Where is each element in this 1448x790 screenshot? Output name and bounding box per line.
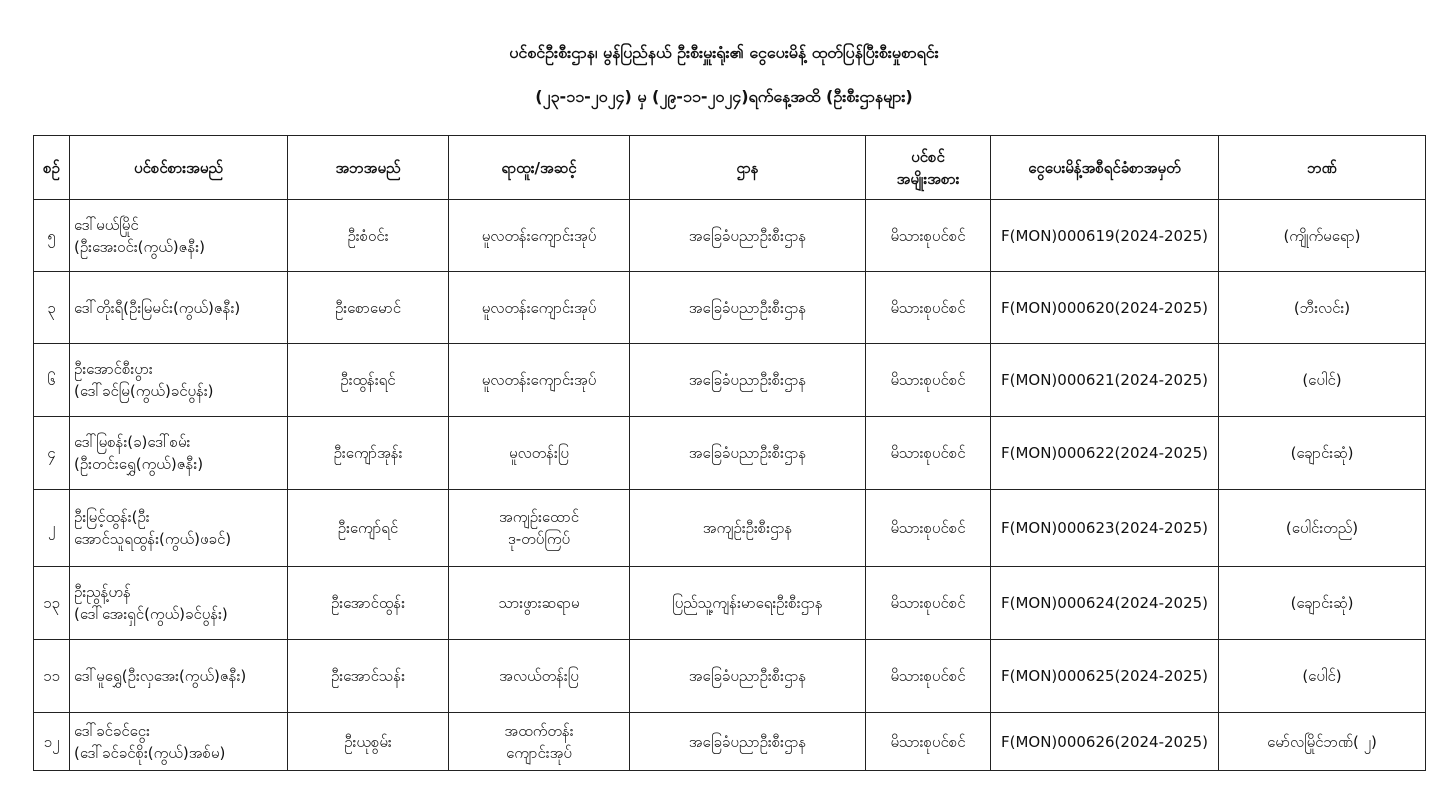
cell-reference: F(MON)000625(2024-2025) bbox=[991, 640, 1219, 713]
cell-no: ၃ bbox=[34, 272, 70, 344]
cell-pension-type: မိသားစုပင်စင် bbox=[866, 417, 991, 490]
document-subtitle: (၂၃-၁၁-၂၀၂၄) မှ (၂၉-၁၁-၂၀၂၄)ရက်နေ့အထိ (ဦးစီးဌာနများ) bbox=[535, 87, 913, 106]
cell-rank bbox=[449, 200, 630, 272]
cell-rank bbox=[449, 713, 630, 771]
document-title: ပင်စင်ဦးစီးဌာန၊ မွန်ပြည်နယ် ဦးစီးမှူးရုံး၏ ငွေပေးမိန့် ထုတ်ပြန်ပြီးစီးမှုစာရင်း bbox=[509, 43, 939, 62]
cell-department bbox=[630, 640, 866, 713]
cell-rank-text: ကျောင်းအုပ် bbox=[506, 743, 572, 762]
table-row bbox=[34, 417, 1426, 490]
header-text: ပင်စင်စားအမည် bbox=[134, 158, 223, 177]
cell-name bbox=[70, 200, 288, 272]
cell-pension-type: မိသားစုပင်စင် bbox=[866, 200, 991, 272]
header-father bbox=[288, 136, 449, 200]
cell-name bbox=[70, 272, 288, 344]
cell-reference: F(MON)000621(2024-2025) bbox=[991, 344, 1219, 417]
cell-father bbox=[288, 713, 449, 771]
cell-reference: F(MON)000619(2024-2025) bbox=[991, 200, 1219, 272]
cell-rank-text: မူလတန်းကျောင်းအုပ် bbox=[481, 371, 597, 389]
cell-department bbox=[630, 567, 866, 640]
header-bank bbox=[1219, 136, 1426, 200]
table-row bbox=[34, 567, 1426, 640]
table-row bbox=[34, 200, 1426, 272]
cell-department bbox=[630, 713, 866, 771]
cell-department bbox=[630, 200, 866, 272]
pension-table bbox=[33, 135, 1426, 771]
header-text: ငွေပေးမိန့်အစီရင်ခံစာအမှတ် bbox=[1028, 158, 1181, 177]
cell-department-text: အခြေခံပညာဦးစီးဌာန bbox=[688, 226, 807, 245]
cell-father-text: ဦးစံဝင်း bbox=[347, 226, 389, 245]
cell-father bbox=[288, 640, 449, 713]
cell-name-text: (ဒေါ်ခင်မြ(ကွယ်)ခင်ပွန်း) bbox=[74, 382, 214, 400]
table-header-row bbox=[34, 136, 1426, 200]
cell-department-text: အခြေခံပညာဦးစီးဌာန bbox=[688, 371, 807, 389]
cell-department-text: အခြေခံပညာဦးစီးဌာန bbox=[688, 298, 807, 317]
cell-department-text: အခြေခံပညာဦးစီးဌာန bbox=[688, 732, 807, 751]
cell-reference: F(MON)000626(2024-2025) bbox=[991, 713, 1219, 771]
cell-father-text: ဦးအောင်သန်း bbox=[330, 667, 406, 685]
table-row bbox=[34, 272, 1426, 344]
cell-rank-text: မူလတန်းပြ bbox=[509, 444, 569, 462]
cell-name-text: ဒေါ်ခင်ခင်ငွေး bbox=[74, 721, 150, 740]
cell-name-text: ဒေါ်တိုးရီ(ဦးမြမင်း(ကွယ်)ဇနီး) bbox=[74, 298, 241, 317]
cell-bank: (ပေါင်းတည်) bbox=[1219, 490, 1426, 567]
cell-father bbox=[288, 272, 449, 344]
cell-father bbox=[288, 200, 449, 272]
cell-name bbox=[70, 640, 288, 713]
cell-bank: (ချောင်းဆုံ) bbox=[1219, 567, 1426, 640]
cell-pension-type: မိသားစုပင်စင် bbox=[866, 490, 991, 567]
cell-rank-text: သားဖွားဆရာမ bbox=[498, 594, 580, 612]
cell-department-text: အခြေခံပညာဦးစီးဌာန bbox=[688, 667, 807, 685]
cell-father-text: ဦးစောမောင် bbox=[334, 298, 402, 317]
header-text: ပင်စင် bbox=[911, 147, 945, 166]
table-row bbox=[34, 344, 1426, 417]
cell-department bbox=[630, 490, 866, 567]
cell-rank bbox=[449, 567, 630, 640]
cell-father bbox=[288, 417, 449, 490]
cell-pension-type: မိသားစုပင်စင် bbox=[866, 713, 991, 771]
cell-no: ၁၁ bbox=[34, 640, 70, 713]
cell-name-text: အောင်သူရထွန်း(ကွယ်)ဖခင်) bbox=[74, 530, 232, 548]
header-no bbox=[34, 136, 70, 200]
cell-department-text: အခြေခံပညာဦးစီးဌာန bbox=[688, 444, 807, 462]
cell-bank: (ချောင်းဆုံ) bbox=[1219, 417, 1426, 490]
cell-name-text: (ဦးအေးဝင်း(ကွယ်)ဇနီး) bbox=[74, 237, 205, 256]
cell-reference: F(MON)000622(2024-2025) bbox=[991, 417, 1219, 490]
cell-rank-text: မူလတန်းကျောင်းအုပ် bbox=[481, 298, 597, 317]
cell-no: ၂ bbox=[34, 490, 70, 567]
cell-name-text: (ဒေါ်ခင်ခင်စိုး(ကွယ်)အစ်မ) bbox=[74, 743, 226, 762]
cell-bank: (ပေါင်) bbox=[1219, 344, 1426, 417]
cell-pension-type: မိသားစုပင်စင် bbox=[866, 567, 991, 640]
cell-reference: F(MON)000624(2024-2025) bbox=[991, 567, 1219, 640]
cell-name-text: (ဦးတင်းရွှေ(ကွယ်)ဇနီး) bbox=[74, 455, 204, 473]
cell-father bbox=[288, 490, 449, 567]
cell-name-text: ဦးအောင်စီးပွား bbox=[74, 360, 153, 378]
cell-rank bbox=[449, 344, 630, 417]
cell-department bbox=[630, 417, 866, 490]
header-text: ဘဏ် bbox=[1307, 158, 1337, 177]
cell-name-text: ဒေါ်မယ်မြိုင် bbox=[74, 215, 139, 234]
cell-name bbox=[70, 567, 288, 640]
cell-name-text: ဦးမြင့်ထွန်း(ဦး bbox=[74, 508, 150, 526]
cell-father-text: ဦးအောင်ထွန်း bbox=[330, 594, 406, 612]
cell-no: ၅ bbox=[34, 200, 70, 272]
table-row bbox=[34, 640, 1426, 713]
cell-father-text: ဦးယုစွမ်း bbox=[344, 732, 392, 751]
cell-father-text: ဦးကျော်အုန်း bbox=[333, 444, 403, 462]
cell-reference: F(MON)000620(2024-2025) bbox=[991, 272, 1219, 344]
cell-rank bbox=[449, 640, 630, 713]
cell-bank: (ပေါင်) bbox=[1219, 640, 1426, 713]
cell-father bbox=[288, 344, 449, 417]
cell-pension-type: မိသားစုပင်စင် bbox=[866, 344, 991, 417]
header-department bbox=[630, 136, 866, 200]
cell-bank: မော်လမြိုင်ဘဏ်( ၂) bbox=[1219, 713, 1426, 771]
header-rank bbox=[449, 136, 630, 200]
cell-name-text: ဦးညွန့်ဟန် bbox=[74, 583, 131, 601]
cell-department bbox=[630, 344, 866, 417]
cell-reference: F(MON)000623(2024-2025) bbox=[991, 490, 1219, 567]
header-text: အဘအမည် bbox=[335, 158, 401, 177]
cell-bank: (ဘီးလင်း) bbox=[1219, 272, 1426, 344]
cell-department-text: အကျဉ်းဦးစီးဌာန bbox=[702, 519, 793, 537]
cell-rank-text: မူလတန်းကျောင်းအုပ် bbox=[481, 226, 597, 245]
cell-father-text: ဦးကျော်ရင် bbox=[337, 519, 399, 537]
cell-bank: (ကျိုက်မရော) bbox=[1219, 200, 1426, 272]
cell-no: ၁၂ bbox=[34, 713, 70, 771]
cell-no: ၄ bbox=[34, 417, 70, 490]
cell-father-text: ဦးထွန်းရင် bbox=[340, 371, 396, 389]
cell-name-text: ဒေါ်မြစန်း(ခ)ဒေါ်စမ်း bbox=[74, 433, 191, 451]
header-pension-type bbox=[866, 136, 991, 200]
cell-name bbox=[70, 417, 288, 490]
header-text: ရာထူး/အဆင့် bbox=[501, 158, 577, 177]
cell-rank-text: အကျဉ်းထောင် bbox=[498, 508, 580, 526]
cell-department-text: ပြည်သူ့ကျန်းမာရေးဦးစီးဌာန bbox=[672, 594, 823, 612]
cell-rank bbox=[449, 272, 630, 344]
cell-name bbox=[70, 490, 288, 567]
cell-pension-type: မိသားစုပင်စင် bbox=[866, 640, 991, 713]
cell-name-text: (ဒေါ်အေးရှင်(ကွယ်)ခင်ပွန်း) bbox=[74, 605, 228, 623]
table-row bbox=[34, 490, 1426, 567]
cell-no: ၆ bbox=[34, 344, 70, 417]
cell-name bbox=[70, 344, 288, 417]
cell-father bbox=[288, 567, 449, 640]
cell-department bbox=[630, 272, 866, 344]
header-text: အမျိုးအစား bbox=[896, 169, 960, 188]
cell-pension-type: မိသားစုပင်စင် bbox=[866, 272, 991, 344]
cell-rank-text: အထက်တန်း bbox=[504, 721, 574, 740]
cell-no: ၁၃ bbox=[34, 567, 70, 640]
cell-rank-text: ဒု-တပ်ကြပ် bbox=[507, 530, 571, 548]
table-row bbox=[34, 713, 1426, 771]
cell-rank bbox=[449, 490, 630, 567]
table-body bbox=[34, 200, 1426, 771]
header-text: စဉ် bbox=[43, 158, 60, 177]
header-text: ဌာန bbox=[736, 158, 759, 177]
cell-rank-text: အလယ်တန်းပြ bbox=[499, 667, 579, 685]
cell-rank bbox=[449, 417, 630, 490]
header-reference bbox=[991, 136, 1219, 200]
cell-name bbox=[70, 713, 288, 771]
header-name bbox=[70, 136, 288, 200]
cell-name-text: ဒေါ်မူရွှေ(ဦးလှအေး(ကွယ်)ဇနီး) bbox=[74, 667, 247, 685]
